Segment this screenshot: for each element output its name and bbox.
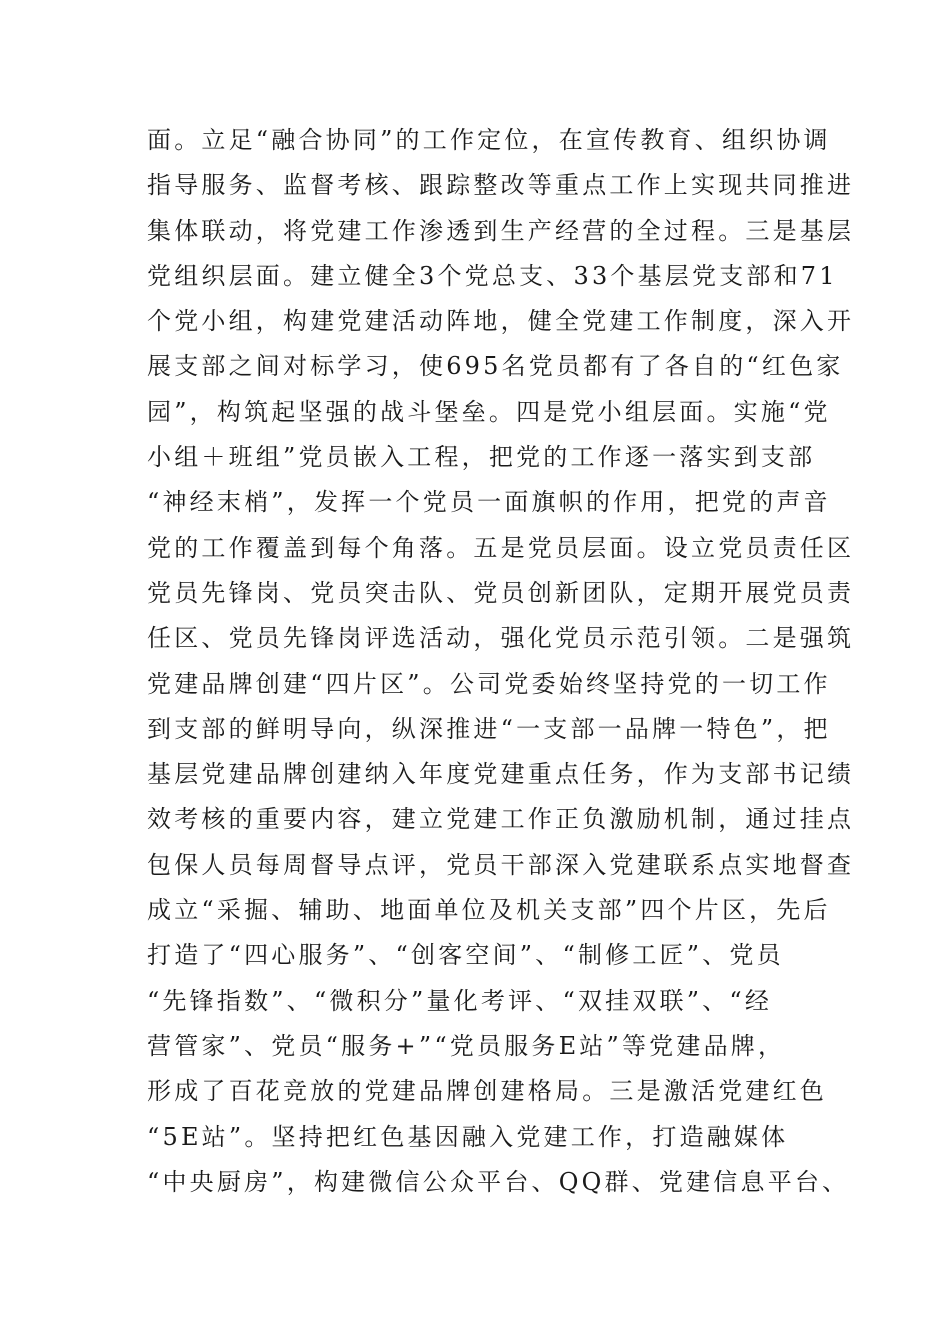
text-line: 个党小组，构建党建活动阵地，健全党建工作制度，深入开 — [147, 307, 855, 336]
text-line: 包保人员每周督导点评，党员干部深入党建联系点实地督查 — [147, 850, 855, 879]
text-line: 展支部之间对标学习，使695名党员都有了各自的“红色家 — [147, 352, 844, 381]
text-line: 效考核的重要内容，建立党建工作正负激励机制，通过挂点 — [147, 805, 855, 834]
text-line: 党员先锋岗、党员突击队、党员创新团队，定期开展党员责 — [147, 578, 855, 607]
text-line: 小组＋班组”党员嵌入工程，把党的工作逐一落实到支部 — [147, 443, 816, 472]
text-line: 任区、党员先锋岗评选活动，强化党员示范引领。二是强筑 — [147, 624, 855, 653]
text-line: 基层党建品牌创建纳入年度党建重点任务，作为支部书记绩 — [147, 760, 855, 789]
text-line: 党的工作覆盖到每个角落。五是党员层面。设立党员责任区 — [147, 533, 855, 562]
text-line: “先锋指数”、“微积分”量化考评、“双挂双联”、“经 — [147, 986, 773, 1015]
text-line: 打造了“四心服务”、“创客空间”、“制修工匠”、党员 — [147, 941, 784, 970]
text-line: “中央厨房”，构建微信公众平台、QQ群、党建信息平台、 — [147, 1167, 850, 1196]
text-line: 党建品牌创建“四片区”。公司党委始终坚持党的一切工作 — [147, 669, 831, 698]
text-line: 营管家”、党员“服务+”“党员服务E站”等党建品牌， — [147, 1031, 786, 1060]
body-text — [147, 118, 855, 1205]
text-line: “5E站”。坚持把红色基因融入党建工作，打造融媒体 — [147, 1122, 789, 1151]
text-line: 党组织层面。建立健全3个党总支、33个基层党支部和71 — [147, 261, 838, 290]
text-line: “神经末梢”，发挥一个党员一面旗帜的作用，把党的声音 — [147, 488, 831, 517]
text-line: 形成了百花竞放的党建品牌创建格局。三是激活党建红色 — [147, 1077, 827, 1106]
text-line: 到支部的鲜明导向，纵深推进“一支部一品牌一特色”，把 — [147, 714, 831, 743]
text-line: 面。立足“融合协同”的工作定位，在宣传教育、组织协调 — [147, 126, 831, 154]
text-line: 集体联动，将党建工作渗透到生产经营的全过程。三是基层 — [147, 216, 855, 245]
text-line: 成立“采掘、辅助、地面单位及机关支部”四个片区，先后 — [147, 896, 831, 925]
text-line: 指导服务、监督考核、跟踪整改等重点工作上实现共同推进 — [147, 171, 855, 200]
text-line: 园”，构筑起坚强的战斗堡垒。四是党小组层面。实施“党 — [147, 397, 831, 426]
